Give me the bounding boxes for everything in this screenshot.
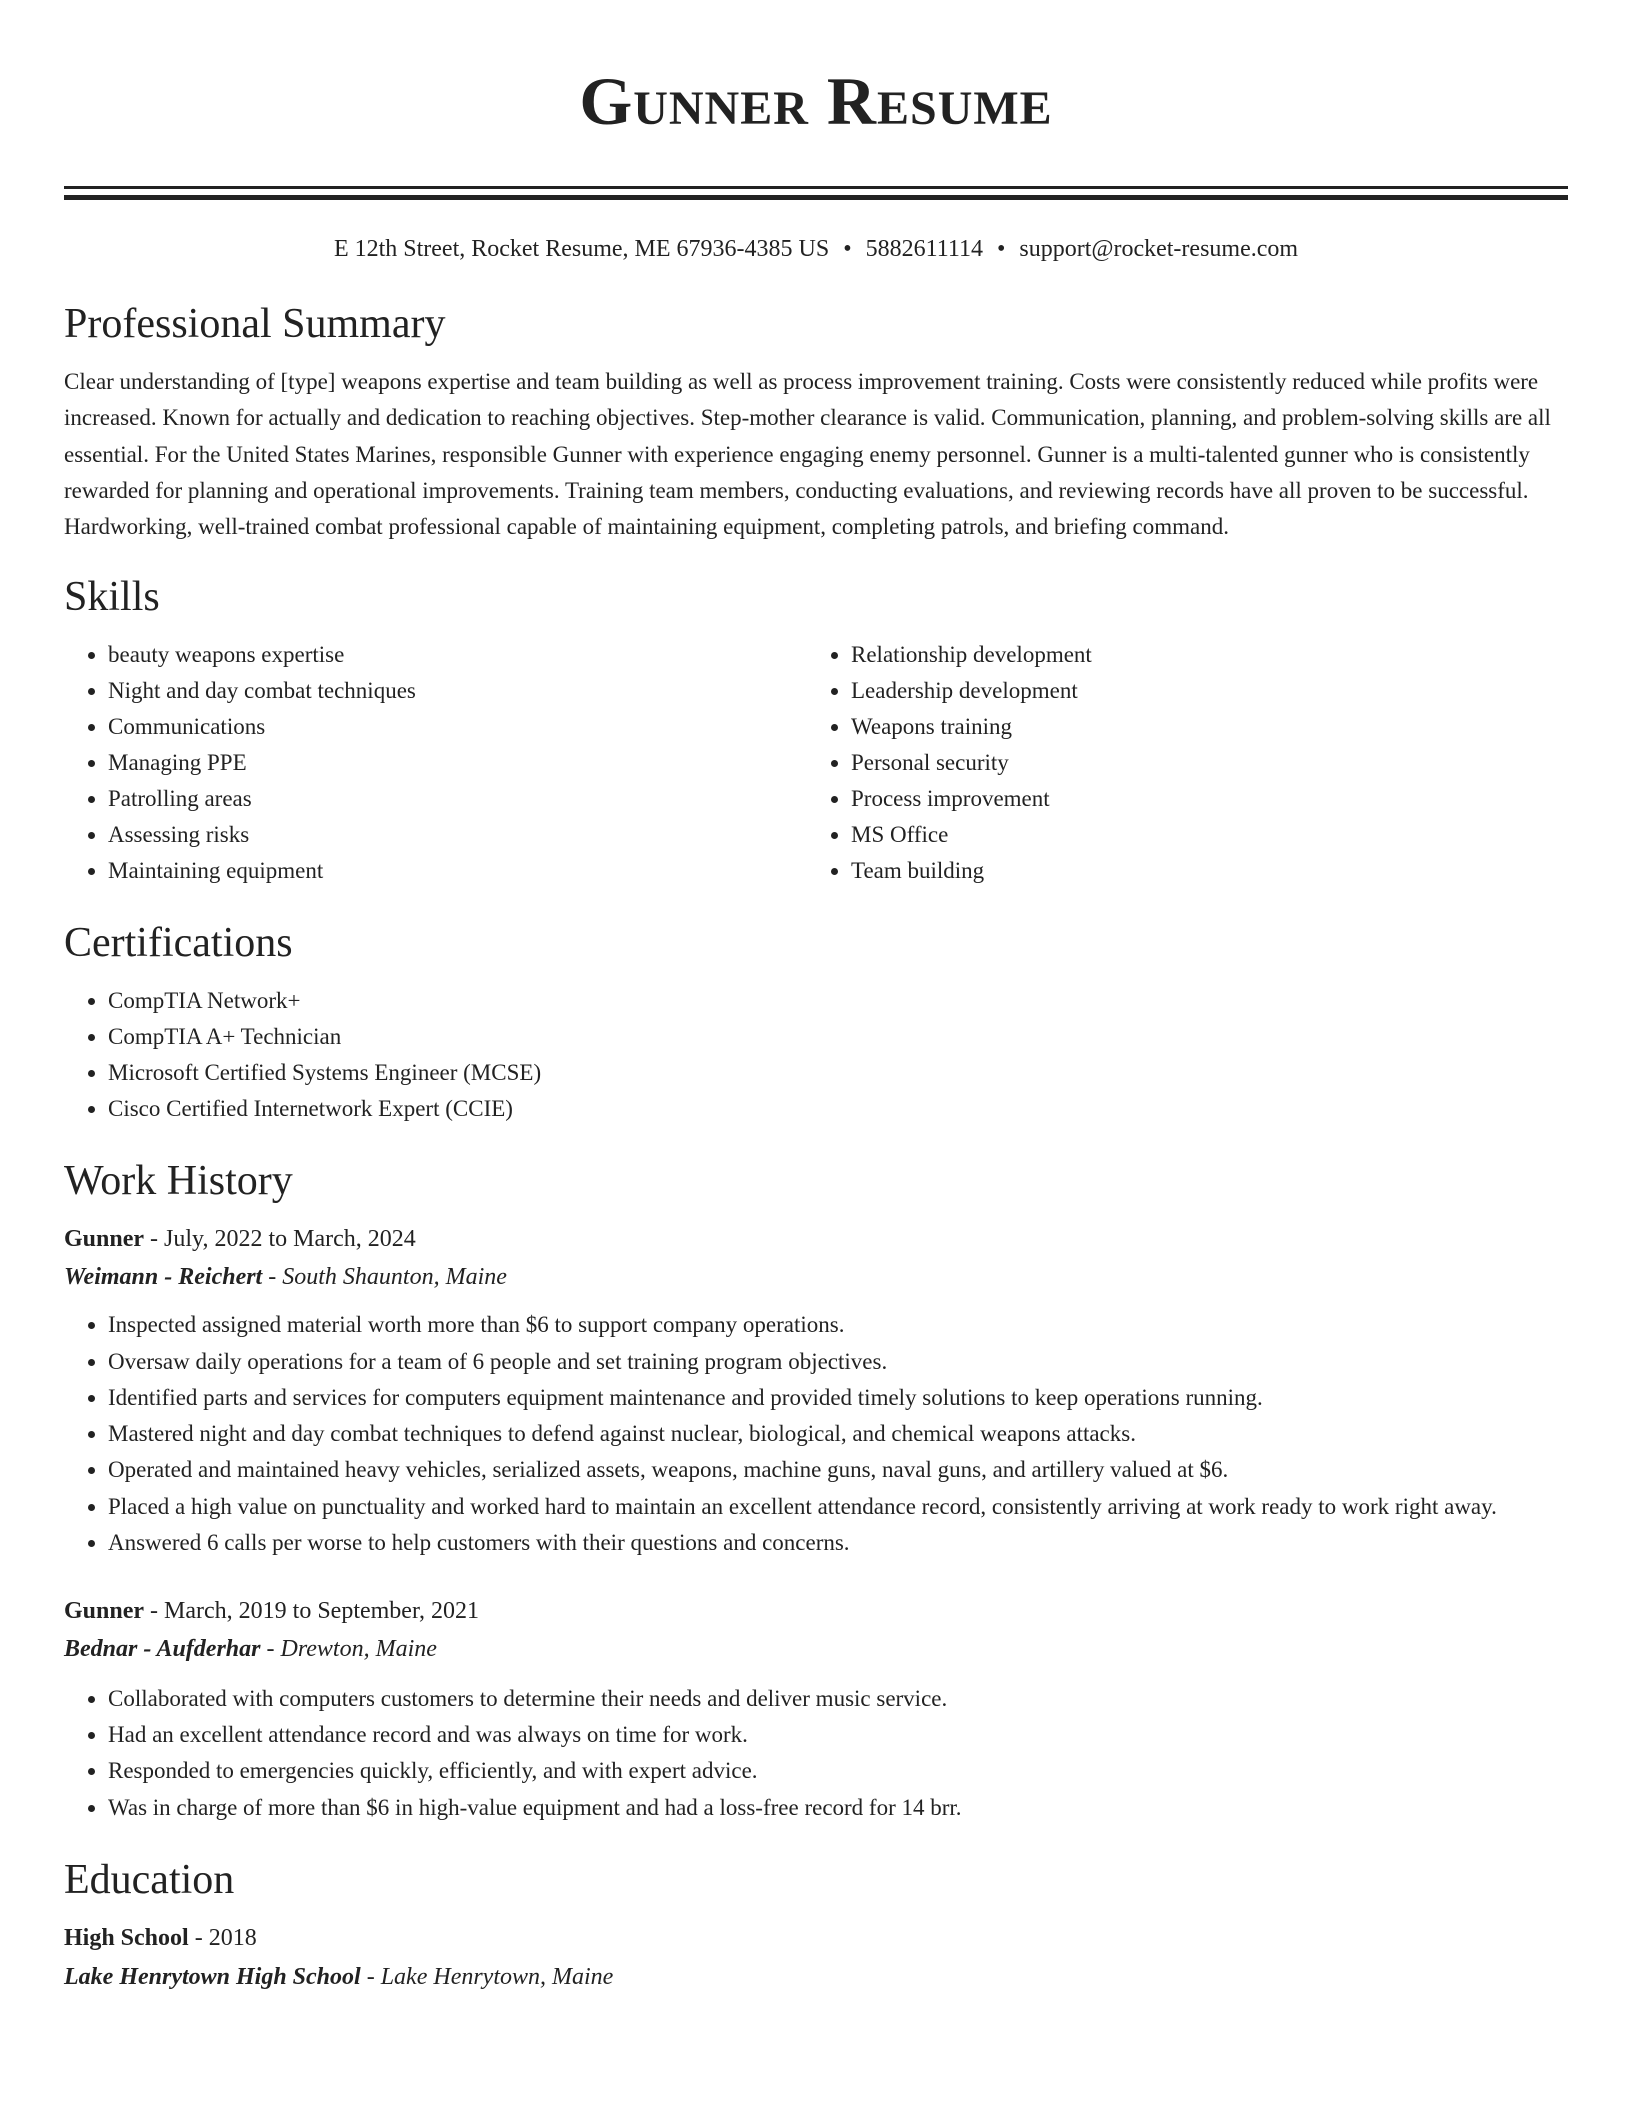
skill-item: • Night and day combat techniques	[108, 673, 807, 709]
job-bullet: • Collaborated with computers customers to determine their needs and deliver music service.	[108, 1681, 1568, 1717]
job-bullets	[64, 1307, 1568, 1560]
job-title: Gunner	[64, 1226, 145, 1253]
job-location: Drewton, Maine	[280, 1635, 437, 1662]
skill-item: • beauty weapons expertise	[108, 637, 807, 673]
contact-email: support@rocket-resume.com	[1019, 236, 1299, 262]
job-bullets	[64, 1681, 1568, 1826]
summary-heading: Professional Summary	[64, 301, 446, 347]
contact-phone: 5882611114	[865, 236, 983, 262]
skill-item: • Relationship development	[851, 637, 1550, 673]
job-dash: -	[144, 1226, 165, 1253]
resume-page	[64, 0, 1568, 1998]
skills-column-left	[64, 637, 807, 889]
skill-item: • Communications	[108, 709, 807, 745]
certifications-section	[64, 917, 1568, 1127]
job-bullet: • Mastered night and day combat techniques to defend against nuclear, biological, and chemical weapons attacks.	[108, 1416, 1568, 1452]
skills-column-right	[807, 637, 1550, 889]
job-title: Gunner	[64, 1597, 145, 1624]
skill-item: • Patrolling areas	[108, 781, 807, 817]
summary-text: Clear understanding of [type] weapons expertise and team building as well as process improvement training. Costs were consistently reduced while profits were increased. Known for actually and dedication to reaching objectives. Step-mother clearance is valid. Communication, planning, and problem-solving skills are all essential. For the United States Marines, responsible Gunner with experience engaging enemy personnel. Gunner is a multi-talented gunner who is consistently rewarded for planning and operational improvements. Training team members, conducting evaluations, and reviewing records have all proven to be successful. Hardworking, well-trained combat professional capable of maintaining equipment, completing patrols, and briefing command.	[64, 369, 1551, 540]
job-dash: -	[144, 1597, 165, 1624]
job-company: Weimann - Reichert	[64, 1264, 263, 1291]
work-history-heading: Work History	[64, 1158, 293, 1205]
education-degree-line	[64, 1920, 1568, 1956]
skill-item: • Maintaining equipment	[108, 853, 807, 889]
header-rule-top	[64, 186, 1568, 189]
job-bullet: • Was in charge of more than $6 in high-value equipment and had a loss-free record for 14 brr.	[108, 1790, 1568, 1826]
job-bullet: • Placed a high value on punctuality and worked hard to maintain an excellent attendance record, consistently arriving at work ready to work right away.	[108, 1489, 1568, 1525]
education-location: Lake Henrytown, Maine	[380, 1963, 614, 1990]
certification-item: • CompTIA A+ Technician	[108, 1019, 1568, 1055]
resume-name: Gunner Resume	[579, 63, 1053, 139]
job-dates: March, 2019 to September, 2021	[164, 1597, 479, 1624]
job-bullet: • Responded to emergencies quickly, efficiently, and with expert advice.	[108, 1753, 1568, 1789]
contact-separator: •	[843, 236, 852, 262]
education-dash: -	[360, 1963, 381, 1990]
education-school: Lake Henrytown High School	[64, 1963, 361, 1990]
job-title-line	[64, 1221, 1568, 1257]
job-entry	[64, 1593, 1568, 1826]
job-company-line	[64, 1257, 1568, 1297]
job-location: South Shaunton, Maine	[282, 1264, 507, 1291]
header-rule-bottom	[64, 195, 1568, 200]
skills-list-right	[807, 637, 1550, 889]
summary-section	[64, 298, 1568, 545]
work-history-section	[64, 1155, 1568, 1825]
job-dash: -	[262, 1264, 283, 1291]
skills-heading: Skills	[64, 574, 160, 621]
job-bullet: • Inspected assigned material worth more than $6 to support company operations.	[108, 1307, 1568, 1343]
certifications-list	[64, 983, 1568, 1127]
job-bullet: • Operated and maintained heavy vehicles, serialized assets, weapons, machine guns, naval guns, and artillery valued at $6.	[108, 1452, 1568, 1488]
education-year: 2018	[208, 1924, 257, 1951]
contact-address: E 12th Street, Rocket Resume, ME 67936-4385 US	[333, 236, 830, 262]
job-bullet: • Identified parts and services for computers equipment maintenance and provided timely solutions to keep operations running.	[108, 1380, 1568, 1416]
skill-item: • Process improvement	[851, 781, 1550, 817]
skill-item: • Managing PPE	[108, 745, 807, 781]
certification-item: • CompTIA Network+	[108, 983, 1568, 1019]
skill-item: • Weapons training	[851, 709, 1550, 745]
skills-section	[64, 571, 1568, 889]
job-title-line	[64, 1593, 1568, 1629]
skills-columns	[64, 637, 1568, 889]
job-bullet: • Oversaw daily operations for a team of 6 people and set training program objectives.	[108, 1344, 1568, 1380]
education-section	[64, 1854, 1568, 1998]
job-bullet: • Answered 6 calls per worse to help customers with their questions and concerns.	[108, 1525, 1568, 1561]
job-company-line	[64, 1629, 1568, 1669]
education-heading: Education	[64, 1856, 235, 1903]
skill-item: • Leadership development	[851, 673, 1550, 709]
skill-item: • Personal security	[851, 745, 1550, 781]
job-dates: July, 2022 to March, 2024	[164, 1226, 416, 1253]
certification-item: • Cisco Certified Internetwork Expert (CCIE)	[108, 1091, 1568, 1127]
job-company: Bednar - Aufderhar	[64, 1635, 261, 1662]
skills-list-left	[64, 637, 807, 889]
skill-item: • Team building	[851, 853, 1550, 889]
certification-item: • Microsoft Certified Systems Engineer (MCSE)	[108, 1055, 1568, 1091]
skill-item: • MS Office	[851, 817, 1550, 853]
skill-item: • Assessing risks	[108, 817, 807, 853]
job-dash: -	[260, 1635, 281, 1662]
job-entry	[64, 1221, 1568, 1560]
education-degree: High School	[64, 1924, 189, 1951]
contact-separator: •	[996, 236, 1006, 262]
contact-line	[64, 234, 1568, 264]
job-bullet: • Had an excellent attendance record and was always on time for work.	[108, 1717, 1568, 1753]
education-dash: -	[188, 1924, 209, 1951]
education-school-line	[64, 1956, 1568, 1998]
certifications-heading: Certifications	[64, 920, 293, 967]
